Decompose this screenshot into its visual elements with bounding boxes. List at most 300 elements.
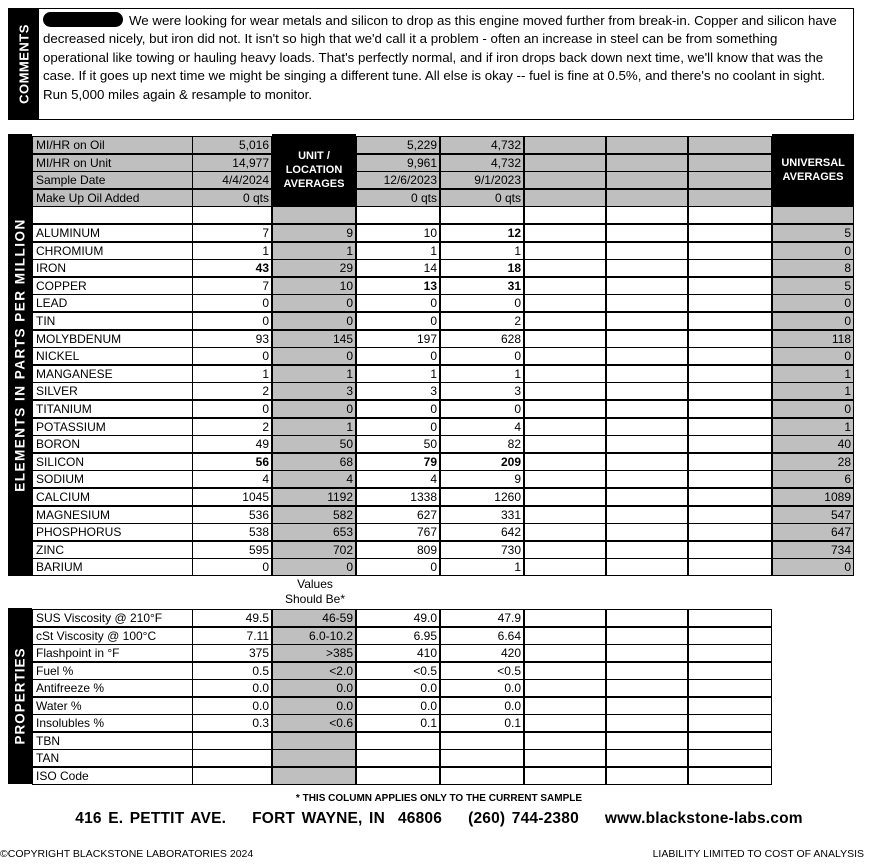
- element-current: 0: [192, 294, 272, 312]
- property-prev2: 0.1: [440, 714, 524, 732]
- comments-body: [43, 12, 845, 104]
- values-should-be-label: Values Should Be*: [284, 577, 346, 606]
- sample-info-current: 0 qts: [192, 189, 272, 207]
- property-empty: [688, 697, 772, 715]
- property-empty: [524, 714, 606, 732]
- property-empty: [606, 609, 688, 627]
- element-unit-average: 0: [272, 312, 356, 330]
- element-empty: [524, 294, 606, 312]
- element-unit-average: 1: [272, 418, 356, 436]
- element-empty: [524, 488, 606, 506]
- element-empty: [688, 294, 772, 312]
- element-empty: [606, 224, 688, 242]
- element-prev1: 197: [356, 330, 440, 348]
- property-should-be: [272, 732, 356, 750]
- element-universal-average: 0: [772, 347, 854, 365]
- sample-info-label: MI/HR on Unit: [32, 154, 192, 172]
- element-label: MAGNESIUM: [32, 506, 192, 524]
- element-empty: [606, 382, 688, 400]
- property-prev2: <0.5: [440, 662, 524, 680]
- element-empty: [606, 277, 688, 295]
- element-universal-average: 547: [772, 506, 854, 524]
- property-should-be: [272, 749, 356, 767]
- property-prev2: [440, 767, 524, 785]
- element-label: TIN: [32, 312, 192, 330]
- property-prev1: 0.0: [356, 697, 440, 715]
- element-prev2: 1260: [440, 488, 524, 506]
- element-empty: [688, 277, 772, 295]
- sample-info-empty: [606, 171, 688, 189]
- element-current: 0: [192, 347, 272, 365]
- property-empty: [606, 644, 688, 662]
- property-prev2: 0.0: [440, 697, 524, 715]
- element-prev2: 642: [440, 523, 524, 541]
- element-empty: [688, 347, 772, 365]
- property-empty: [606, 749, 688, 767]
- element-empty: [606, 242, 688, 260]
- property-empty: [524, 767, 606, 785]
- element-current: 2: [192, 418, 272, 436]
- property-current: 0.0: [192, 697, 272, 715]
- sample-info-empty: [606, 189, 688, 207]
- element-empty: [524, 277, 606, 295]
- element-current: 1: [192, 365, 272, 383]
- element-empty: [524, 382, 606, 400]
- property-empty: [606, 732, 688, 750]
- element-prev2: 0: [440, 400, 524, 418]
- element-prev2: 4: [440, 418, 524, 436]
- element-empty: [688, 523, 772, 541]
- copyright: ©COPYRIGHT BLACKSTONE LABORATORIES 2024: [0, 848, 254, 860]
- element-unit-average: 4: [272, 470, 356, 488]
- comments-section: [8, 8, 854, 120]
- element-prev2: 31: [440, 277, 524, 295]
- element-empty: [688, 382, 772, 400]
- spacer-cell: [192, 206, 272, 224]
- element-prev2: 730: [440, 541, 524, 559]
- element-label: TITANIUM: [32, 400, 192, 418]
- element-universal-average: 8: [772, 259, 854, 277]
- element-empty: [688, 242, 772, 260]
- element-current: 0: [192, 400, 272, 418]
- element-current: 4: [192, 470, 272, 488]
- property-label: cSt Viscosity @ 100°C: [32, 627, 192, 645]
- sample-info-current: 5,016: [192, 136, 272, 154]
- element-unit-average: 0: [272, 400, 356, 418]
- sample-info-current: 14,977: [192, 154, 272, 172]
- element-prev1: 0: [356, 400, 440, 418]
- element-current: 0: [192, 312, 272, 330]
- element-universal-average: 5: [772, 224, 854, 242]
- spacer-cell: [272, 206, 356, 224]
- element-prev1: 10: [356, 224, 440, 242]
- element-prev1: 0: [356, 347, 440, 365]
- element-current: 536: [192, 506, 272, 524]
- property-label: TBN: [32, 732, 192, 750]
- spacer-cell: [772, 206, 854, 224]
- property-empty: [688, 662, 772, 680]
- property-prev1: 0.1: [356, 714, 440, 732]
- unit-location-averages-header: UNIT / LOCATION AVERAGES: [272, 134, 356, 206]
- footnote: * THIS COLUMN APPLIES ONLY TO THE CURRENT SAMPLE: [295, 793, 583, 804]
- element-unit-average: 10: [272, 277, 356, 295]
- element-universal-average: 647: [772, 523, 854, 541]
- element-universal-average: 1: [772, 382, 854, 400]
- redaction-mark: [43, 12, 123, 27]
- element-prev2: 209: [440, 453, 524, 471]
- property-empty: [688, 767, 772, 785]
- element-empty: [606, 435, 688, 453]
- property-should-be: 46-59: [272, 609, 356, 627]
- lab-address: [0, 810, 878, 828]
- property-prev2: 0.0: [440, 679, 524, 697]
- element-empty: [606, 470, 688, 488]
- sample-info-empty: [688, 136, 772, 154]
- element-prev1: 0: [356, 418, 440, 436]
- element-label: CALCIUM: [32, 488, 192, 506]
- element-prev1: 809: [356, 541, 440, 559]
- element-unit-average: 582: [272, 506, 356, 524]
- element-empty: [688, 330, 772, 348]
- sample-info-prev1: 9,961: [356, 154, 440, 172]
- element-unit-average: 1192: [272, 488, 356, 506]
- element-current: 43: [192, 259, 272, 277]
- element-empty: [524, 418, 606, 436]
- properties-sidebar: [8, 608, 32, 784]
- sample-info-prev2: 4,732: [440, 136, 524, 154]
- element-prev1: 1: [356, 365, 440, 383]
- property-current: 49.5: [192, 609, 272, 627]
- element-current: 93: [192, 330, 272, 348]
- spacer-cell: [32, 206, 192, 224]
- property-prev2: [440, 732, 524, 750]
- property-label: Flashpoint in °F: [32, 644, 192, 662]
- element-label: SODIUM: [32, 470, 192, 488]
- property-empty: [606, 662, 688, 680]
- element-prev2: 628: [440, 330, 524, 348]
- element-universal-average: 0: [772, 294, 854, 312]
- property-empty: [688, 732, 772, 750]
- element-empty: [606, 453, 688, 471]
- property-should-be: [272, 767, 356, 785]
- element-empty: [524, 541, 606, 559]
- universal-averages-header: UNIVERSAL AVERAGES: [772, 134, 854, 206]
- element-prev1: 79: [356, 453, 440, 471]
- element-prev2: 12: [440, 224, 524, 242]
- sample-info-empty: [606, 136, 688, 154]
- element-unit-average: 145: [272, 330, 356, 348]
- property-should-be: 0.0: [272, 697, 356, 715]
- element-empty: [606, 506, 688, 524]
- element-empty: [688, 224, 772, 242]
- element-universal-average: 0: [772, 558, 854, 576]
- element-universal-average: 5: [772, 277, 854, 295]
- property-current: 375: [192, 644, 272, 662]
- element-unit-average: 3: [272, 382, 356, 400]
- element-empty: [524, 558, 606, 576]
- property-current: 0.0: [192, 679, 272, 697]
- spacer-cell: [524, 206, 606, 224]
- property-empty: [688, 749, 772, 767]
- element-universal-average: 0: [772, 400, 854, 418]
- element-current: 2: [192, 382, 272, 400]
- element-prev2: 331: [440, 506, 524, 524]
- property-empty: [524, 679, 606, 697]
- property-label: SUS Viscosity @ 210°F: [32, 609, 192, 627]
- element-prev2: 18: [440, 259, 524, 277]
- element-label: MOLYBDENUM: [32, 330, 192, 348]
- property-current: 0.5: [192, 662, 272, 680]
- element-empty: [606, 347, 688, 365]
- element-prev1: 3: [356, 382, 440, 400]
- element-unit-average: 1: [272, 365, 356, 383]
- property-label: ISO Code: [32, 767, 192, 785]
- element-universal-average: 0: [772, 242, 854, 260]
- element-prev2: 2: [440, 312, 524, 330]
- element-current: 538: [192, 523, 272, 541]
- element-prev1: 1338: [356, 488, 440, 506]
- property-prev1: [356, 732, 440, 750]
- property-prev1: [356, 749, 440, 767]
- spacer-cell: [440, 206, 524, 224]
- property-empty: [524, 749, 606, 767]
- sample-info-current: 4/4/2024: [192, 171, 272, 189]
- property-empty: [524, 627, 606, 645]
- element-label: BORON: [32, 435, 192, 453]
- sample-info-prev2: 9/1/2023: [440, 171, 524, 189]
- element-empty: [688, 418, 772, 436]
- element-empty: [606, 294, 688, 312]
- element-prev1: 4: [356, 470, 440, 488]
- property-prev1: <0.5: [356, 662, 440, 680]
- property-empty: [524, 697, 606, 715]
- property-label: Water %: [32, 697, 192, 715]
- element-empty: [524, 523, 606, 541]
- property-label: TAN: [32, 749, 192, 767]
- element-empty: [524, 312, 606, 330]
- element-prev2: 0: [440, 294, 524, 312]
- element-label: IRON: [32, 259, 192, 277]
- sample-info-label: MI/HR on Oil: [32, 136, 192, 154]
- element-label: BARIUM: [32, 558, 192, 576]
- property-empty: [606, 714, 688, 732]
- element-current: 1045: [192, 488, 272, 506]
- property-current: 0.3: [192, 714, 272, 732]
- property-empty: [606, 697, 688, 715]
- property-empty: [524, 662, 606, 680]
- property-prev2: 47.9: [440, 609, 524, 627]
- property-prev2: [440, 749, 524, 767]
- element-prev2: 1: [440, 558, 524, 576]
- property-empty: [688, 679, 772, 697]
- property-prev1: 6.95: [356, 627, 440, 645]
- element-prev2: 3: [440, 382, 524, 400]
- element-prev1: 50: [356, 435, 440, 453]
- comments-text: We were looking for wear metals and silicon to drop as this engine moved further from break-in. Copper and silicon have decreased nicely, but iron did not. It isn't so high that we'd call it a problem - often an increase in steel can be from something operational like towing or hauling heavy loads. That's perfectly normal, and if iron drops back down next time, we'll know that was the case. If it goes up next time we might be singing a different tune. All else is okay -- fuel is fine at 0.5%, and there's no coolant in sight. Run 5,000 miles again & resample to monitor.: [43, 13, 837, 102]
- element-prev1: 0: [356, 312, 440, 330]
- element-current: 49: [192, 435, 272, 453]
- element-prev2: 82: [440, 435, 524, 453]
- element-prev2: 9: [440, 470, 524, 488]
- element-empty: [688, 365, 772, 383]
- property-empty: [688, 644, 772, 662]
- element-empty: [688, 259, 772, 277]
- element-label: PHOSPHORUS: [32, 523, 192, 541]
- sample-info-empty: [524, 136, 606, 154]
- element-prev1: 0: [356, 294, 440, 312]
- element-prev1: 627: [356, 506, 440, 524]
- property-empty: [524, 609, 606, 627]
- element-empty: [688, 400, 772, 418]
- element-label: SILVER: [32, 382, 192, 400]
- element-unit-average: 653: [272, 523, 356, 541]
- element-empty: [524, 242, 606, 260]
- sample-info-prev2: 4,732: [440, 154, 524, 172]
- elements-sidebar: [8, 134, 32, 576]
- property-should-be: <0.6: [272, 714, 356, 732]
- property-empty: [688, 627, 772, 645]
- property-prev2: 420: [440, 644, 524, 662]
- element-label: CHROMIUM: [32, 242, 192, 260]
- element-universal-average: 28: [772, 453, 854, 471]
- property-label: Insolubles %: [32, 714, 192, 732]
- sample-info-empty: [688, 171, 772, 189]
- element-empty: [688, 453, 772, 471]
- sample-info-label: Make Up Oil Added: [32, 189, 192, 207]
- element-empty: [524, 506, 606, 524]
- element-unit-average: 0: [272, 294, 356, 312]
- element-empty: [606, 488, 688, 506]
- property-prev1: 49.0: [356, 609, 440, 627]
- element-current: 0: [192, 558, 272, 576]
- element-prev1: 14: [356, 259, 440, 277]
- element-unit-average: 702: [272, 541, 356, 559]
- property-label: Fuel %: [32, 662, 192, 680]
- element-empty: [606, 418, 688, 436]
- property-current: [192, 767, 272, 785]
- spacer-cell: [606, 206, 688, 224]
- liability-notice: LIABILITY LIMITED TO COST OF ANALYSIS: [652, 848, 864, 860]
- element-empty: [606, 330, 688, 348]
- element-empty: [688, 312, 772, 330]
- element-empty: [688, 470, 772, 488]
- element-empty: [606, 523, 688, 541]
- element-empty: [688, 488, 772, 506]
- element-unit-average: 0: [272, 347, 356, 365]
- property-empty: [606, 767, 688, 785]
- element-prev1: 0: [356, 558, 440, 576]
- element-empty: [524, 470, 606, 488]
- element-universal-average: 0: [772, 312, 854, 330]
- property-should-be: 0.0: [272, 679, 356, 697]
- spacer-cell: [356, 206, 440, 224]
- property-label: Antifreeze %: [32, 679, 192, 697]
- property-prev2: 6.64: [440, 627, 524, 645]
- sample-info-prev2: 0 qts: [440, 189, 524, 207]
- property-current: [192, 732, 272, 750]
- element-unit-average: 68: [272, 453, 356, 471]
- element-empty: [606, 259, 688, 277]
- element-current: 7: [192, 224, 272, 242]
- sample-info-empty: [524, 154, 606, 172]
- property-empty: [524, 732, 606, 750]
- element-universal-average: 1: [772, 365, 854, 383]
- element-prev1: 13: [356, 277, 440, 295]
- sample-info-prev1: 12/6/2023: [356, 171, 440, 189]
- element-empty: [606, 312, 688, 330]
- element-empty: [688, 558, 772, 576]
- sample-info-empty: [688, 154, 772, 172]
- element-prev1: 1: [356, 242, 440, 260]
- sample-info-prev1: 5,229: [356, 136, 440, 154]
- element-empty: [606, 541, 688, 559]
- element-unit-average: 29: [272, 259, 356, 277]
- property-empty: [606, 679, 688, 697]
- element-label: ZINC: [32, 541, 192, 559]
- element-unit-average: 50: [272, 435, 356, 453]
- element-empty: [524, 259, 606, 277]
- element-label: NICKEL: [32, 347, 192, 365]
- element-unit-average: 0: [272, 558, 356, 576]
- element-prev2: 0: [440, 347, 524, 365]
- element-unit-average: 1: [272, 242, 356, 260]
- element-current: 595: [192, 541, 272, 559]
- element-prev2: 1: [440, 365, 524, 383]
- property-prev1: 0.0: [356, 679, 440, 697]
- element-empty: [524, 435, 606, 453]
- element-label: COPPER: [32, 277, 192, 295]
- property-empty: [606, 627, 688, 645]
- element-unit-average: 9: [272, 224, 356, 242]
- property-current: 7.11: [192, 627, 272, 645]
- element-empty: [524, 347, 606, 365]
- element-empty: [688, 506, 772, 524]
- comments-sidebar: [9, 9, 39, 119]
- element-empty: [688, 435, 772, 453]
- property-should-be: 6.0-10.2: [272, 627, 356, 645]
- sample-info-prev1: 0 qts: [356, 189, 440, 207]
- property-should-be: <2.0: [272, 662, 356, 680]
- element-empty: [524, 330, 606, 348]
- element-empty: [606, 558, 688, 576]
- element-universal-average: 1: [772, 418, 854, 436]
- element-empty: [524, 453, 606, 471]
- element-empty: [524, 224, 606, 242]
- sample-info-empty: [606, 154, 688, 172]
- property-prev1: [356, 767, 440, 785]
- element-universal-average: 118: [772, 330, 854, 348]
- element-empty: [688, 541, 772, 559]
- element-label: MANGANESE: [32, 365, 192, 383]
- element-prev1: 767: [356, 523, 440, 541]
- element-current: 1: [192, 242, 272, 260]
- element-universal-average: 734: [772, 541, 854, 559]
- sample-info-empty: [524, 189, 606, 207]
- element-label: ALUMINUM: [32, 224, 192, 242]
- properties-title: PROPERTIES: [12, 647, 28, 745]
- sample-info-empty: [688, 189, 772, 207]
- property-empty: [688, 714, 772, 732]
- element-empty: [606, 365, 688, 383]
- element-label: POTASSIUM: [32, 418, 192, 436]
- spacer-cell: [688, 206, 772, 224]
- sample-info-label: Sample Date: [32, 171, 192, 189]
- property-current: [192, 749, 272, 767]
- property-empty: [688, 609, 772, 627]
- element-universal-average: 1089: [772, 488, 854, 506]
- element-label: SILICON: [32, 453, 192, 471]
- element-universal-average: 6: [772, 470, 854, 488]
